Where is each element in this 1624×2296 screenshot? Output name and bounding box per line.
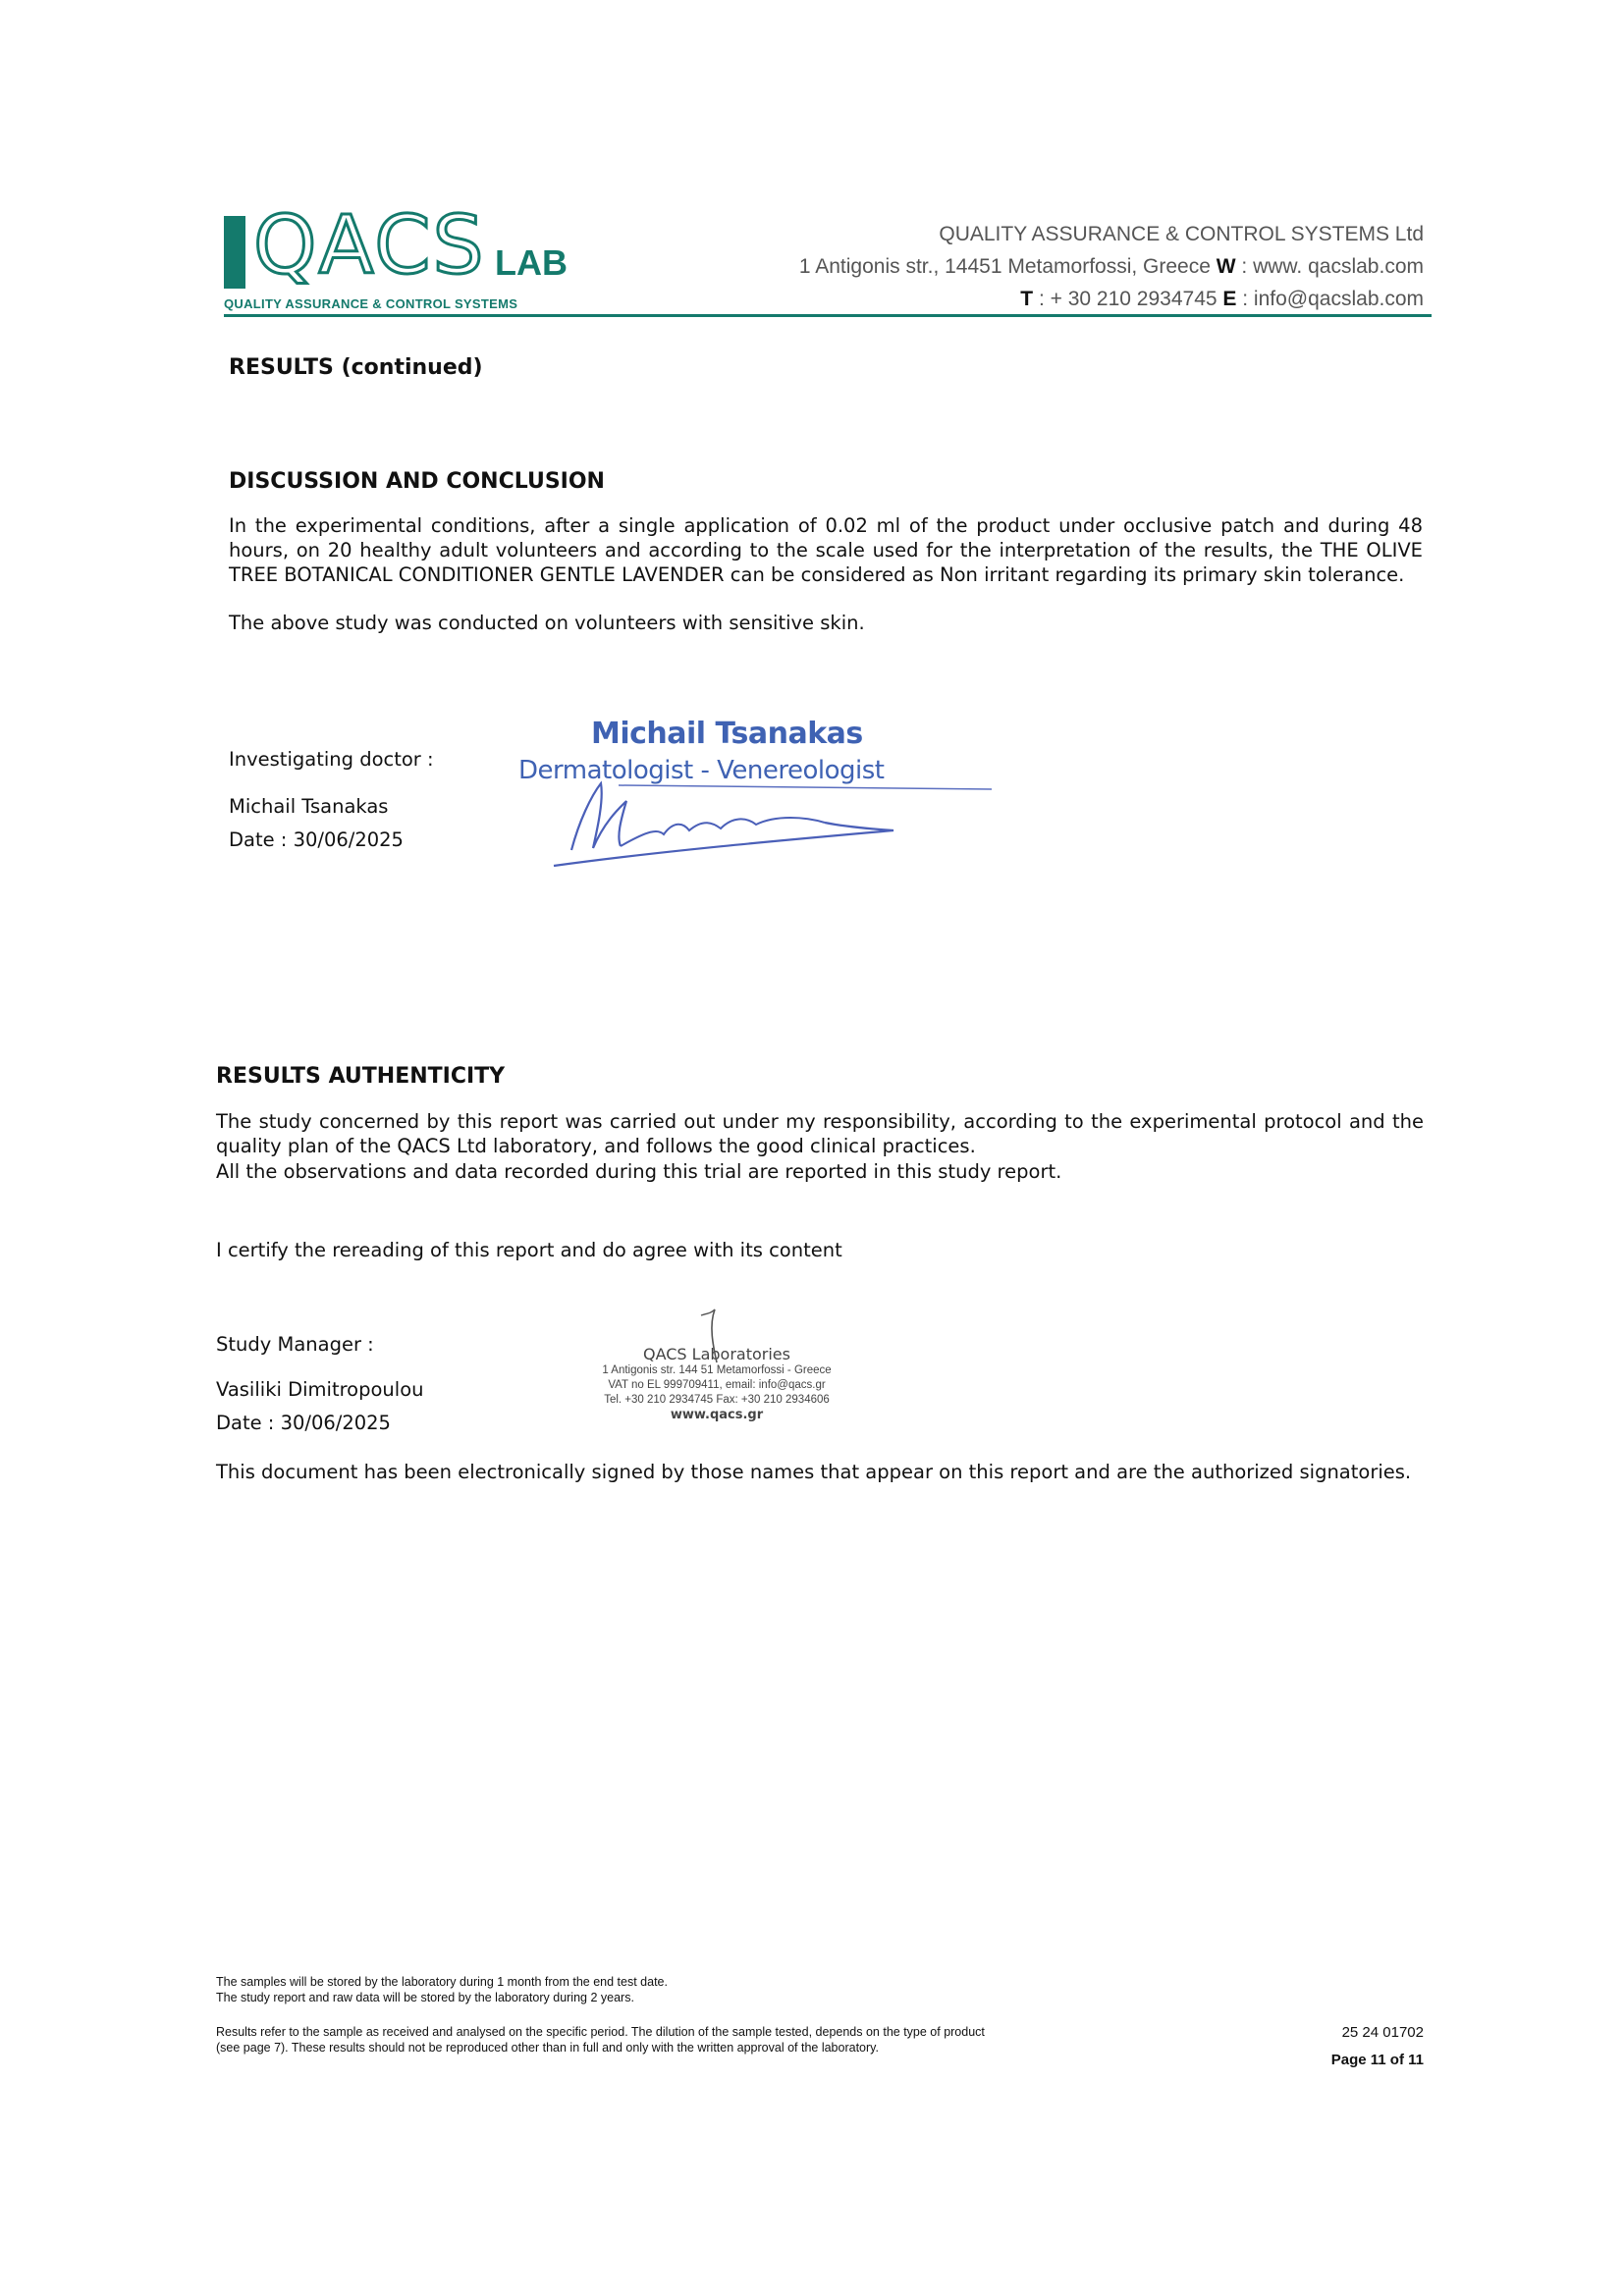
results-heading: RESULTS (continued) (229, 355, 483, 380)
authenticity-paragraph (216, 1109, 1424, 1158)
tel-label: T (1020, 288, 1034, 310)
stamp-signature-icon (579, 1306, 854, 1443)
stamp-vat: VAT no EL 999709411, email: info@qacs.gr (608, 1379, 826, 1391)
discussion-text: In the experimental conditions, after a single application of 0.02 ml of the product under occlusive patch and during 48 hours, on 20 healthy adult volunteers and according to the scale used for the interpretation of the results, the THE OLIVE TREE BOTANICAL CONDITIONER GENTLE LAVENDER can be considered as Non irritant regarding its primary skin tolerance. (229, 514, 1423, 586)
logo-bar (224, 216, 245, 289)
footer-line3: Results refer to the sample as received and analysed on the specific period. The dilution of the sample tested, depends on the type of product (216, 2025, 985, 2039)
certify-statement: I certify the rereading of this report and do agree with its content (216, 1239, 842, 1261)
logo-letters: QACS (253, 199, 486, 293)
stamp-address: 1 Antigonis str. 144 51 Metamorfossi - Greece (602, 1364, 832, 1376)
manager-label: Study Manager : (216, 1333, 374, 1356)
footer-disclaimer (216, 2024, 985, 2056)
email-label: E (1222, 288, 1237, 310)
company-info (799, 218, 1424, 315)
stamp-phone: Tel. +30 210 2934745 Fax: +30 210 2934606 (604, 1394, 830, 1406)
authenticity-heading: RESULTS AUTHENTICITY (216, 1064, 506, 1089)
footer-line4: (see page 7). These results should not be reproduced other than in full and only with the written approval of the laboratory. (216, 2041, 879, 2055)
sensitive-skin-note: The above study was conducted on volunteers with sensitive skin. (229, 612, 865, 634)
web-value: : www. qacslab.com (1241, 255, 1424, 278)
header-divider (224, 314, 1432, 317)
esign-note: This document has been electronically signed by those names that appear on this report and are the authorized signatories. (216, 1461, 1412, 1483)
discussion-heading: DISCUSSION AND CONCLUSION (229, 469, 605, 494)
tel-value: : + 30 210 2934745 (1038, 288, 1218, 310)
authenticity-line2: All the observations and data recorded during this trial are reported in this study report. (216, 1160, 1062, 1183)
manager-date: Date : 30/06/2025 (216, 1412, 391, 1434)
doctor-signature-stamp (511, 713, 1001, 880)
company-logo (224, 199, 568, 311)
company-contact (799, 283, 1424, 315)
manager-name: Vasiliki Dimitropoulou (216, 1378, 424, 1401)
company-address-web (799, 250, 1424, 283)
stamp-doctor-title: Dermatologist - Venereologist (518, 756, 885, 785)
report-number: 25 24 01702 (1341, 2024, 1424, 2041)
stamp-company-name: QACS Laboratories (643, 1345, 790, 1363)
email-value: : info@qacslab.com (1242, 288, 1424, 310)
logo-tagline: QUALITY ASSURANCE & CONTROL SYSTEMS (224, 296, 518, 311)
logo-lab: LAB (495, 242, 568, 283)
authenticity-line1: The study concerned by this report was carried out under my responsibility, according to the experimental protocol and the quality plan of the QACS Ltd laboratory, and follows the good clinical practices. (216, 1110, 1424, 1157)
discussion-paragraph (229, 513, 1423, 587)
page-number: Page 11 of 11 (1330, 2052, 1424, 2068)
investigator-date: Date : 30/06/2025 (229, 828, 404, 851)
company-address: 1 Antigonis str., 14451 Metamorfossi, Greece (798, 255, 1211, 278)
web-label: W (1216, 255, 1236, 278)
stamp-doctor-name: Michail Tsanakas (591, 717, 863, 751)
company-stamp (579, 1306, 854, 1443)
company-name: QUALITY ASSURANCE & CONTROL SYSTEMS Ltd (939, 223, 1424, 245)
footer-line1: The samples will be stored by the laboratory during 1 month from the end test date. (216, 1975, 668, 1989)
footer-line2: The study report and raw data will be stored by the laboratory during 2 years. (216, 1991, 634, 2004)
footer-storage (216, 1974, 668, 2005)
investigator-label: Investigating doctor : (229, 748, 434, 771)
investigator-name: Michail Tsanakas (229, 795, 389, 818)
stamp-website: www.qacs.gr (670, 1408, 764, 1422)
